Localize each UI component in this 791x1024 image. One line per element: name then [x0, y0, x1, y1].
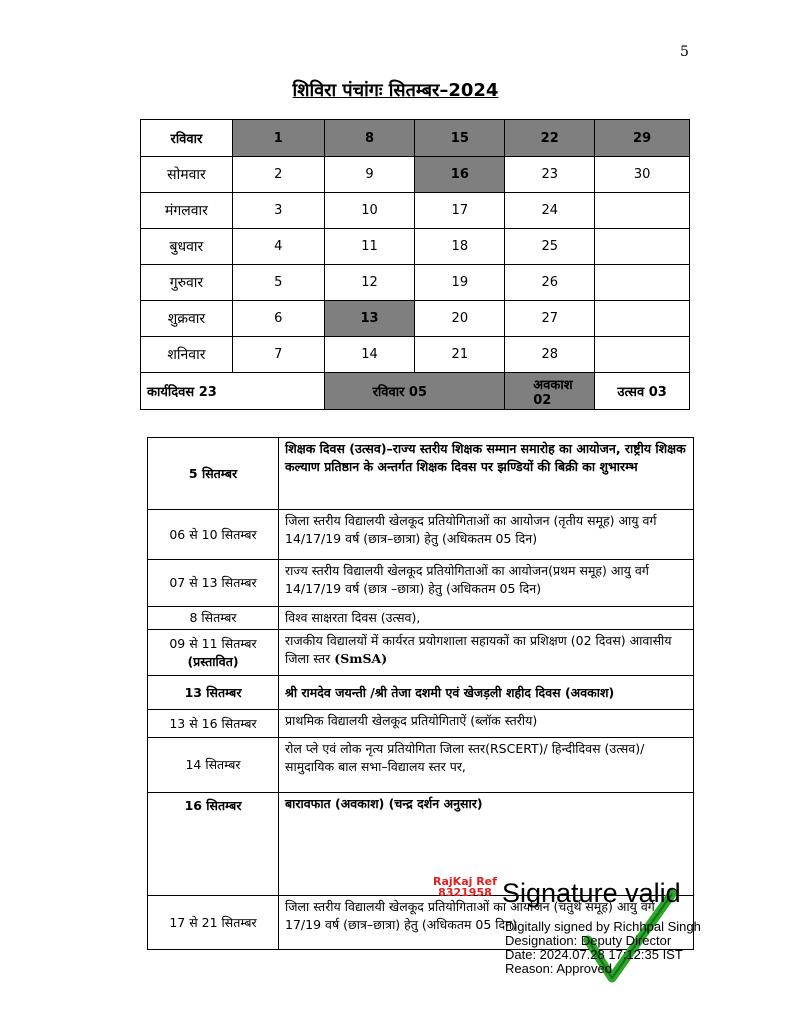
event-date: 17 से 21 सितम्बर	[148, 896, 279, 950]
calendar-row	[141, 301, 690, 337]
event-date: 13 सितम्बर	[148, 676, 279, 710]
day-label: गुरुवार	[141, 265, 233, 301]
events-table	[147, 437, 694, 950]
calendar-row	[141, 265, 690, 301]
event-date: 16 सितम्बर	[148, 793, 279, 896]
event-row	[148, 607, 694, 630]
event-row	[148, 710, 694, 738]
event-date-note: (प्रस्तावित)	[187, 653, 239, 669]
date-cell: 29	[595, 120, 690, 157]
signature-designation: Designation: Deputy Director	[505, 933, 672, 948]
date-cell: 24	[505, 193, 595, 229]
event-desc: राज्य स्तरीय विद्यालयी खेलकूद प्रतियोगिताओं का आयोजन(प्रथम समूह) आयु वर्ग 14/17/19 वर्ष (छात्र –छात्रा) हेतु (अधिकतम 05 दिन)	[279, 560, 694, 607]
date-cell: 14	[324, 337, 415, 373]
signature-reason: Reason: Approved	[505, 961, 612, 976]
event-desc: रोल प्ले एवं लोक नृत्य प्रतियोगिता जिला स्तर(RSCERT)/ हिन्दीदिवस (उत्सव)/सामुदायिक बाल सभा–विद्यालय स्तर पर,	[279, 738, 694, 793]
event-desc: शिक्षक दिवस (उत्सव)–राज्य स्तरीय शिक्षक सम्मान समारोह का आयोजन, राष्ट्रीय शिक्षक कल्याण प्रतिष्ठान के अन्तर्गत शिक्षक दिवस पर झण्डियों की बिक्री का शुभारम्भ	[279, 438, 694, 510]
holidays-count: अवकाश 02	[505, 373, 595, 410]
date-cell: 10	[324, 193, 415, 229]
day-label: शनिवार	[141, 337, 233, 373]
date-cell: 2	[232, 157, 324, 193]
calendar-row	[141, 120, 690, 157]
signature-date: Date: 2024.07.28 17:12:35 IST	[505, 947, 683, 962]
event-row	[148, 676, 694, 710]
event-desc: जिला स्तरीय विद्यालयी खेलकूद प्रतियोगिताओं का आयोजन (तृतीय समूह) आयु वर्ग 14/17/19 वर्ष (छात्र–छात्रा) हेतु (अधिकतम 05 दिन)	[279, 510, 694, 560]
date-cell: 18	[415, 229, 505, 265]
event-date: 09 से 11 सितम्बर	[169, 635, 257, 651]
event-date: 13 से 16 सितम्बर	[148, 710, 279, 738]
calendar-row	[141, 193, 690, 229]
date-cell: 12	[324, 265, 415, 301]
day-label: शुक्रवार	[141, 301, 233, 337]
event-date: 5 सितम्बर	[148, 438, 279, 510]
date-cell: 22	[505, 120, 595, 157]
event-date: 06 से 10 सितम्बर	[148, 510, 279, 560]
date-cell: 21	[415, 337, 505, 373]
calendar-row	[141, 337, 690, 373]
date-cell: 23	[505, 157, 595, 193]
event-desc: जिला स्तरीय विद्यालयी खेलकूद प्रतियोगिताओं का आयोजन (चतुर्थ समूह) आयु वर्ग 17/19 वर्ष (छात्र–छात्रा) हेतु (अधिकतम 05 दिन)	[279, 896, 694, 950]
event-desc-suffix: (SmSA)	[334, 651, 388, 666]
date-cell: 8	[324, 120, 415, 157]
date-cell	[595, 193, 690, 229]
date-cell: 25	[505, 229, 595, 265]
festivals-count: उत्सव 03	[595, 373, 690, 410]
day-label: रविवार	[141, 120, 233, 157]
sundays-count: रविवार 05	[324, 373, 505, 410]
date-cell	[595, 265, 690, 301]
date-cell	[595, 229, 690, 265]
event-row	[148, 560, 694, 607]
date-cell: 1	[232, 120, 324, 157]
event-row	[148, 630, 694, 676]
date-cell: 28	[505, 337, 595, 373]
event-desc: प्राथमिक विद्यालयी खेलकूद प्रतियोगिताऐं (ब्लॉक स्तरीय)	[279, 710, 694, 738]
date-cell: 9	[324, 157, 415, 193]
calendar-table	[140, 119, 690, 410]
page-number: 5	[680, 44, 689, 60]
day-label: मंगलवार	[141, 193, 233, 229]
event-desc: बारावफात (अवकाश) (चन्द्र दर्शन अनुसार)	[279, 793, 694, 896]
date-cell: 20	[415, 301, 505, 337]
date-cell: 17	[415, 193, 505, 229]
rajkaj-ref: RajKaj Ref 8321958	[433, 875, 497, 899]
day-label: बुधवार	[141, 229, 233, 265]
date-cell: 15	[415, 120, 505, 157]
event-row	[148, 738, 694, 793]
signature-signed-by: Digitally signed by Richhpal Singh	[505, 919, 701, 934]
event-desc: राजकीय विद्यालयों में कार्यरत प्रयोगशाला सहायकों का प्रशिक्षण (02 दिवस) आवासीय जिला स्तर	[285, 633, 672, 666]
date-cell: 11	[324, 229, 415, 265]
event-desc: विश्व साक्षरता दिवस (उत्सव),	[279, 607, 694, 630]
event-date-cell	[148, 630, 279, 676]
event-desc: श्री रामदेव जयन्ती /श्री तेजा दशमी एवं खेजड़ली शहीद दिवस (अवकाश)	[279, 676, 694, 710]
date-cell: 30	[595, 157, 690, 193]
date-cell	[595, 337, 690, 373]
date-cell: 13	[324, 301, 415, 337]
day-label: सोमवार	[141, 157, 233, 193]
date-cell: 26	[505, 265, 595, 301]
date-cell: 6	[232, 301, 324, 337]
event-date: 07 से 13 सितम्बर	[148, 560, 279, 607]
date-cell	[595, 301, 690, 337]
event-row	[148, 510, 694, 560]
working-days: कार्यदिवस 23	[141, 373, 325, 410]
date-cell: 3	[232, 193, 324, 229]
date-cell: 27	[505, 301, 595, 337]
calendar-row	[141, 157, 690, 193]
event-desc-cell	[279, 630, 694, 676]
event-row	[148, 438, 694, 510]
page-title: शिविरा पंचांगः सितम्बर–2024	[292, 80, 499, 101]
date-cell: 7	[232, 337, 324, 373]
date-cell: 5	[232, 265, 324, 301]
event-date: 14 सितम्बर	[148, 738, 279, 793]
calendar-row	[141, 229, 690, 265]
date-cell: 4	[232, 229, 324, 265]
signature-title: Signature valid	[502, 878, 681, 908]
summary-row	[141, 373, 690, 410]
date-cell: 16	[415, 157, 505, 193]
event-date: 8 सितम्बर	[148, 607, 279, 630]
date-cell: 19	[415, 265, 505, 301]
